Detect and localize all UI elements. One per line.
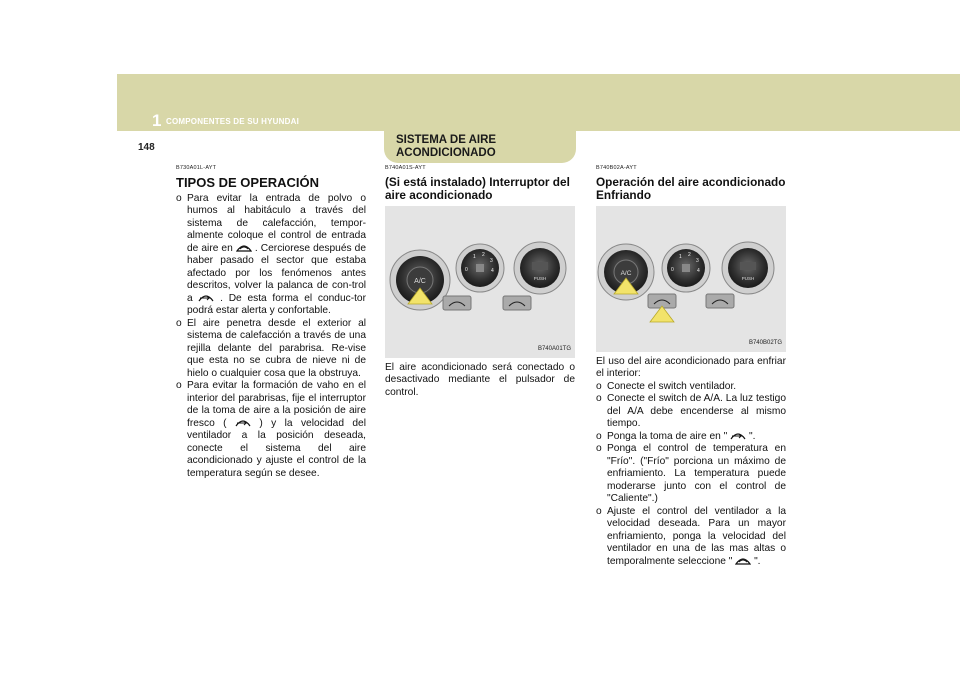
- item-text: ) y la velocidad del ventilador a la posición deseada, conecte el sistema del aire acondicionado y ajuste el control de la temperatura según se desee.: [187, 417, 366, 479]
- fresh-air-icon: [730, 431, 746, 440]
- list-item: [596, 443, 786, 506]
- knob-label-push: PUSH: [533, 275, 547, 281]
- item-text: El aire penetra desde el exterior al sistema de calefacción a través de una rejilla delante del parabrisa. Re-vise que esta no se cubra de nieve ni de hielo o cualquier cosa que la obstruya.: [187, 317, 366, 379]
- svg-text:1: 1: [679, 253, 682, 260]
- figure-code: B740A01TG: [537, 346, 571, 352]
- fresh-air-icon: [235, 418, 251, 427]
- section-heading: Operación del aire acondicionado Enfriando: [596, 174, 786, 202]
- item-text: Conecte el switch ventilador.: [607, 380, 737, 392]
- svg-text:4: 4: [491, 267, 494, 274]
- fresh-air-button: [706, 294, 734, 308]
- knob-label-ac: A/C: [414, 277, 426, 285]
- column-interruptor-aire: [385, 162, 575, 399]
- list-item: [596, 381, 786, 394]
- operation-list: [176, 193, 366, 481]
- recirculation-button: [443, 296, 471, 310]
- list-item: [176, 318, 366, 381]
- bullet-mark: o: [596, 443, 602, 454]
- list-item: [596, 393, 786, 431]
- section-heading: (Si está instalado) Interruptor del aire acondicionado: [385, 174, 570, 202]
- section-code: B740B02A-AYT: [596, 165, 637, 171]
- section-code: B730A01L-AYT: [176, 165, 217, 171]
- page-number: 148: [138, 142, 155, 153]
- chapter-number: 1: [152, 111, 162, 130]
- list-item: [596, 431, 786, 444]
- knob-label-push: PUSH: [741, 275, 755, 281]
- ac-panel-figure: [385, 206, 575, 358]
- body-text: El aire acondicionado será conectado o desactivado mediante el pulsador de control.: [385, 361, 575, 398]
- knob-label-ac: A/C: [620, 269, 632, 277]
- cooling-steps-list: [596, 381, 786, 569]
- chapter-title: COMPONENTES DE SU HYUNDAI: [166, 117, 300, 126]
- item-text: Conecte el switch de A/A. La luz testigo del A/A debe encenderse al mismo tiempo.: [607, 393, 786, 429]
- item-text: Ajuste el control del ventilador a la velocidad deseada. Para un mayor enfriamiento, ponga la velocidad del ventilador en una de las mas altas o temporalmente seleccione ": [607, 505, 786, 567]
- svg-text:2: 2: [482, 251, 485, 258]
- svg-text:3: 3: [490, 257, 493, 264]
- intro-text: El uso del aire acondicionado para enfriar el interior:: [596, 355, 786, 379]
- svg-text:2: 2: [688, 251, 691, 258]
- bullet-mark: o: [176, 380, 182, 391]
- recirculation-icon: [236, 243, 252, 252]
- cooling-control-panel-illustration: [596, 206, 786, 352]
- column-tipos-operacion: [176, 162, 366, 480]
- svg-text:3: 3: [696, 257, 699, 264]
- bullet-mark: o: [596, 393, 602, 404]
- svg-text:0: 0: [465, 266, 468, 273]
- cooling-panel-figure: [596, 206, 786, 352]
- fresh-air-icon: [198, 293, 214, 302]
- item-text: . De esta forma el conduc-tor podrá estar alerta y confortable.: [187, 292, 366, 316]
- recirculation-icon: [735, 556, 751, 565]
- list-item: [176, 193, 366, 318]
- list-item: [596, 506, 786, 569]
- bullet-mark: o: [596, 505, 602, 517]
- item-text: ".: [754, 555, 761, 567]
- svg-text:0: 0: [671, 266, 674, 273]
- section-code: B740A01S-AYT: [385, 165, 426, 171]
- item-text: Ponga la toma de aire en ": [607, 430, 728, 442]
- section-title: SISTEMA DE AIRE ACONDICIONADO: [396, 134, 497, 159]
- fresh-air-button: [503, 296, 531, 310]
- item-text: Para evitar la formación de vaho en el interior del parabrisas, fije el interruptor de la toma de aire a la posición de aire fresco (: [187, 380, 366, 429]
- svg-text:4: 4: [697, 267, 700, 274]
- svg-text:1: 1: [473, 253, 476, 260]
- list-item: [176, 380, 366, 480]
- item-text: . Cerciorese después de haber pasado el sector que estaba afectado por los fenómenos antes descritos, volver la palanca de con-trol a: [187, 242, 366, 304]
- ac-control-panel-illustration: [385, 206, 575, 358]
- section-heading: TIPOS DE OPERACIÓN: [176, 174, 320, 190]
- item-text: Para evitar la entrada de polvo o humos al habitáculo a través del sistema de calefacción, tempor-almente coloque el control de entrada de aire en: [187, 192, 366, 254]
- bullet-mark: o: [176, 192, 182, 204]
- bullet-mark: o: [596, 380, 602, 392]
- item-text: Ponga el control de temperatura en "Frío". ("Frío" porciona un máximo de enfriamiento. La temperatura puede moderarse junto con el control de "Caliente".): [607, 443, 786, 504]
- item-text: ".: [748, 430, 756, 442]
- bullet-mark: o: [596, 430, 602, 442]
- figure-code: B740B02TG: [748, 340, 782, 346]
- column-operacion-enfriando: [596, 162, 786, 568]
- bullet-mark: o: [176, 317, 182, 329]
